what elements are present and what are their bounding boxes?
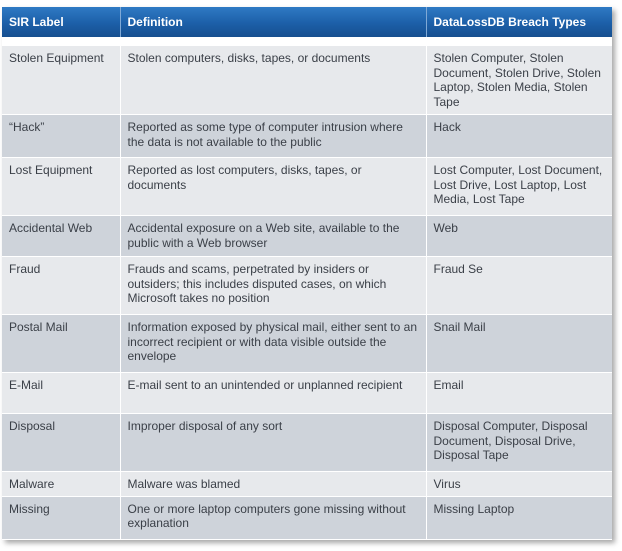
header-sir-label: SIR Label <box>2 7 120 37</box>
table-row <box>2 472 612 497</box>
header-spacer <box>2 37 612 46</box>
sir-label-cell: Fraud <box>2 257 120 315</box>
table-row <box>2 315 612 373</box>
definition-cell: Information exposed by physical mail, either sent to an incorrect recipient or with data visible outside the envelope <box>120 315 426 373</box>
breach-type-table <box>2 7 612 540</box>
definition-cell: Stolen computers, disks, tapes, or documents <box>120 46 426 115</box>
sir-label-cell: Postal Mail <box>2 315 120 373</box>
definition-cell: Reported as lost computers, disks, tapes, or documents <box>120 158 426 216</box>
breach-types-cell: Missing Laptop <box>426 496 612 539</box>
header-row <box>2 7 612 37</box>
spacer-cell <box>2 37 612 46</box>
table-row <box>2 496 612 539</box>
definition-cell: Accidental exposure on a Web site, available to the public with a Web browser <box>120 216 426 257</box>
table-row <box>2 257 612 315</box>
definition-cell: One or more laptop computers gone missing without explanation <box>120 496 426 539</box>
definition-cell: Reported as some type of computer intrusion where the data is not available to the public <box>120 115 426 158</box>
breach-types-cell: Web <box>426 216 612 257</box>
table-row <box>2 414 612 472</box>
sir-label-cell: Lost Equipment <box>2 158 120 216</box>
definition-cell: Frauds and scams, perpetrated by insiders or outsiders; this includes disputed cases, on which Microsoft takes no position <box>120 257 426 315</box>
table-row <box>2 158 612 216</box>
header-definition: Definition <box>120 7 426 37</box>
breach-types-cell: Email <box>426 373 612 414</box>
breach-types-cell: Stolen Computer, Stolen Document, Stolen Drive, Stolen Laptop, Stolen Media, Stolen Tape <box>426 46 612 115</box>
breach-types-cell: Lost Computer, Lost Document, Lost Drive, Lost Laptop, Lost Media, Lost Tape <box>426 158 612 216</box>
sir-label-cell: Malware <box>2 472 120 497</box>
header-datalossdb-breach-types: DataLossDB Breach Types <box>426 7 612 37</box>
table-row <box>2 115 612 158</box>
breach-type-table-container <box>2 7 612 540</box>
sir-label-cell: Missing <box>2 496 120 539</box>
breach-types-cell: Virus <box>426 472 612 497</box>
sir-label-cell: Accidental Web <box>2 216 120 257</box>
sir-label-cell: E-Mail <box>2 373 120 414</box>
sir-label-cell: “Hack” <box>2 115 120 158</box>
sir-label-cell: Disposal <box>2 414 120 472</box>
definition-cell: Improper disposal of any sort <box>120 414 426 472</box>
table-row <box>2 216 612 257</box>
breach-types-cell: Disposal Computer, Disposal Document, Disposal Drive, Disposal Tape <box>426 414 612 472</box>
definition-cell: Malware was blamed <box>120 472 426 497</box>
table-row <box>2 373 612 414</box>
breach-types-cell: Fraud Se <box>426 257 612 315</box>
breach-types-cell: Snail Mail <box>426 315 612 373</box>
definition-cell: E-mail sent to an unintended or unplanned recipient <box>120 373 426 414</box>
sir-label-cell: Stolen Equipment <box>2 46 120 115</box>
table-row <box>2 46 612 115</box>
breach-types-cell: Hack <box>426 115 612 158</box>
